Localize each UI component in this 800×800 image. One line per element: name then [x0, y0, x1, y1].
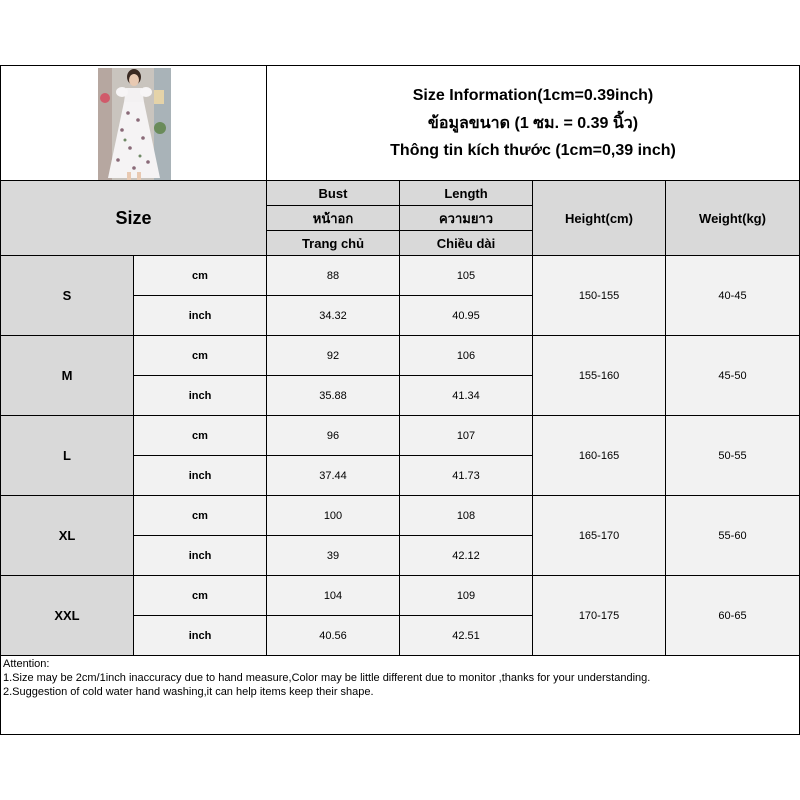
unit-label: cm	[192, 589, 208, 602]
unit-cell-inch	[133, 615, 267, 656]
value-text: 170-175	[578, 609, 620, 622]
value-text: 45-50	[718, 369, 747, 382]
value-text: 106	[456, 349, 476, 362]
title-vietnamese: Thông tin kích thước (1cm=0,39 inch)	[390, 141, 676, 159]
value-text: 42.51	[452, 629, 480, 642]
value-text: 40.95	[452, 309, 480, 322]
height-column-header	[532, 180, 666, 256]
length-cm-value	[399, 495, 533, 536]
value-text: 39	[326, 549, 340, 562]
unit-cell-inch	[133, 535, 267, 576]
length-label-en: Length	[444, 185, 488, 201]
dress-image	[98, 68, 171, 180]
bust-label-th: หน้าอก	[312, 210, 354, 226]
value-text: 60-65	[718, 609, 747, 622]
unit-cell-cm	[133, 335, 267, 376]
weight-value	[665, 415, 800, 496]
bust-cm-value	[266, 335, 400, 376]
bust-inch-value	[266, 455, 400, 496]
bust-header-vi	[266, 230, 400, 256]
size-header-label: Size	[115, 207, 152, 228]
bust-inch-value	[266, 615, 400, 656]
height-header-label: Height(cm)	[565, 210, 633, 226]
unit-label: inch	[188, 389, 212, 402]
chart-title-cell	[266, 65, 800, 181]
title-thai: ข้อมูลขนาด (1 ซม. = 0.39 นิ้ว)	[427, 114, 639, 132]
length-inch-value	[399, 615, 533, 656]
attention-line-1: 1.Size may be 2cm/1inch inaccuracy due to hand measure,Color may be little different due to monitor ,thanks for your understanding.	[3, 672, 651, 684]
unit-label: cm	[192, 429, 208, 442]
product-photo-cell	[0, 65, 267, 181]
unit-cell-cm	[133, 415, 267, 456]
height-value	[532, 415, 666, 496]
size-label: M	[61, 368, 73, 383]
unit-cell-cm	[133, 495, 267, 536]
size-label: S	[62, 288, 72, 303]
weight-value	[665, 335, 800, 416]
size-column-header	[0, 180, 267, 256]
size-cell-m	[0, 335, 134, 416]
unit-label: inch	[188, 309, 212, 322]
value-text: 105	[456, 269, 476, 282]
length-label-vi: Chiều dài	[436, 235, 496, 251]
bust-cm-value	[266, 415, 400, 456]
weight-value	[665, 255, 800, 336]
length-inch-value	[399, 455, 533, 496]
value-text: 37.44	[319, 469, 347, 482]
length-cm-value	[399, 255, 533, 296]
attention-notes	[0, 655, 800, 735]
product-photo	[98, 68, 171, 180]
value-text: 160-165	[578, 449, 620, 462]
value-text: 41.73	[452, 469, 480, 482]
value-text: 108	[456, 509, 476, 522]
length-header-th	[399, 205, 533, 231]
value-text: 50-55	[718, 449, 747, 462]
bust-label-vi: Trang chủ	[301, 235, 365, 251]
length-cm-value	[399, 575, 533, 616]
value-text: 92	[326, 349, 340, 362]
value-text: 104	[323, 589, 343, 602]
bust-inch-value	[266, 535, 400, 576]
bust-cm-value	[266, 495, 400, 536]
height-value	[532, 255, 666, 336]
length-header-en	[399, 180, 533, 206]
size-cell-xxl	[0, 575, 134, 656]
unit-cell-inch	[133, 375, 267, 416]
value-text: 100	[323, 509, 343, 522]
value-text: 155-160	[578, 369, 620, 382]
length-inch-value	[399, 295, 533, 336]
weight-header-label: Weight(kg)	[699, 210, 766, 226]
size-label: L	[63, 448, 71, 463]
length-inch-value	[399, 535, 533, 576]
bust-cm-value	[266, 575, 400, 616]
height-value	[532, 575, 666, 656]
unit-cell-cm	[133, 575, 267, 616]
value-text: 150-155	[578, 289, 620, 302]
bust-inch-value	[266, 375, 400, 416]
bust-label-en: Bust	[318, 185, 348, 201]
size-cell-xl	[0, 495, 134, 576]
value-text: 165-170	[578, 529, 620, 542]
length-cm-value	[399, 415, 533, 456]
weight-value	[665, 495, 800, 576]
attention-line-2: 2.Suggestion of cold water hand washing,it can help items keep their shape.	[3, 686, 374, 698]
value-text: 96	[326, 429, 340, 442]
height-value	[532, 495, 666, 576]
unit-label: cm	[192, 269, 208, 282]
value-text: 55-60	[718, 529, 747, 542]
weight-column-header	[665, 180, 800, 256]
value-text: 42.12	[452, 549, 480, 562]
unit-label: inch	[188, 629, 212, 642]
bust-cm-value	[266, 255, 400, 296]
value-text: 88	[326, 269, 340, 282]
value-text: 41.34	[452, 389, 480, 402]
title-english: Size Information(1cm=0.39inch)	[412, 86, 654, 104]
size-label: XXL	[54, 608, 80, 623]
unit-label: cm	[192, 349, 208, 362]
unit-label: cm	[192, 509, 208, 522]
value-text: 109	[456, 589, 476, 602]
length-header-vi	[399, 230, 533, 256]
unit-label: inch	[188, 549, 212, 562]
bust-inch-value	[266, 295, 400, 336]
weight-value	[665, 575, 800, 656]
value-text: 107	[456, 429, 476, 442]
unit-cell-inch	[133, 455, 267, 496]
value-text: 34.32	[319, 309, 347, 322]
size-cell-s	[0, 255, 134, 336]
unit-label: inch	[188, 469, 212, 482]
unit-cell-cm	[133, 255, 267, 296]
value-text: 40-45	[718, 289, 747, 302]
length-inch-value	[399, 375, 533, 416]
value-text: 40.56	[319, 629, 347, 642]
bust-header-th	[266, 205, 400, 231]
length-label-th: ความยาว	[438, 210, 494, 226]
height-value	[532, 335, 666, 416]
size-cell-l	[0, 415, 134, 496]
attention-heading: Attention:	[3, 658, 50, 670]
size-label: XL	[58, 528, 76, 543]
bust-header-en	[266, 180, 400, 206]
size-chart	[0, 65, 800, 735]
length-cm-value	[399, 335, 533, 376]
value-text: 35.88	[319, 389, 347, 402]
unit-cell-inch	[133, 295, 267, 336]
